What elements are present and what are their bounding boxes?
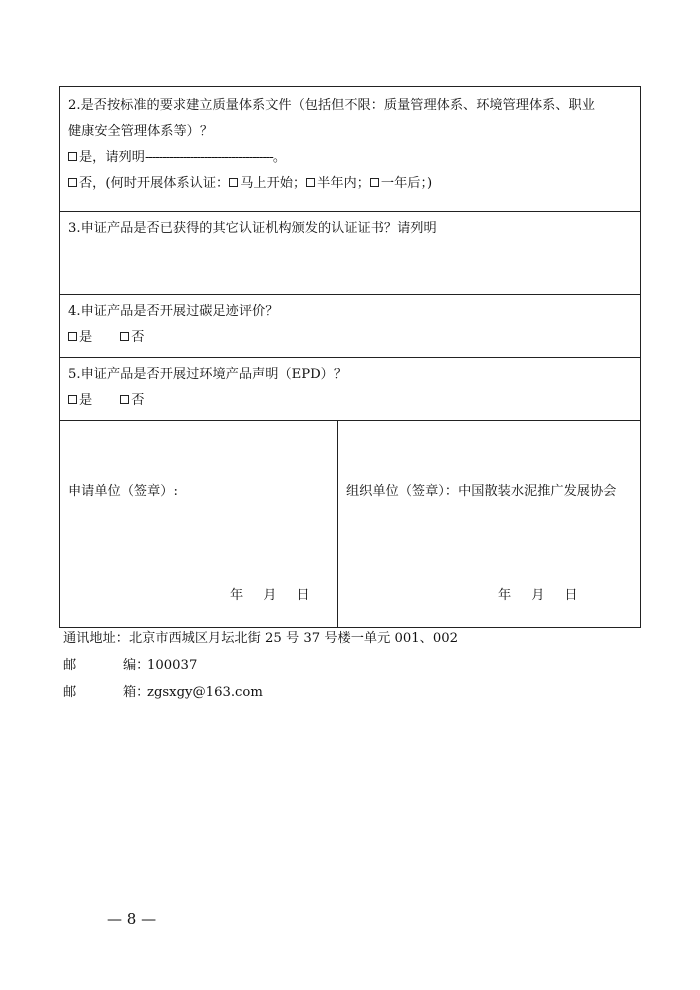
checkbox-q2-half-year[interactable]	[306, 178, 315, 187]
checkbox-q4-yes[interactable]	[68, 332, 77, 341]
q4-yes-label: 是	[79, 330, 93, 345]
question-2-yes-option	[68, 145, 632, 171]
question-2-cell	[60, 87, 641, 212]
question-4-text: 4.申证产品是否开展过碳足迹评价？	[68, 304, 279, 319]
address-row	[63, 625, 458, 652]
question-4-options	[68, 325, 632, 351]
question-2-no-option	[68, 171, 632, 197]
postcode-value: 100037	[147, 658, 198, 673]
applicant-date	[230, 583, 310, 609]
applicant-label: 申请单位（签章）:	[68, 484, 178, 499]
checkbox-q5-yes[interactable]	[68, 395, 77, 404]
question-4-cell	[60, 295, 641, 358]
question-3-text: 3.申证产品是否已获得的其它认证机构颁发的认证证书？请列明	[68, 221, 437, 236]
q5-no-label: 否	[131, 393, 145, 408]
checkbox-q2-now[interactable]	[229, 178, 238, 187]
address-value: 北京市西城区月坛北街 25 号 37 号楼一单元 001、002	[128, 631, 458, 646]
applicant-date-day: 日	[296, 588, 310, 603]
email-row	[63, 679, 458, 706]
q2-half-year-label: 半年内；	[317, 176, 370, 191]
q2-yes-label: 是，请列明	[79, 150, 145, 165]
organizer-date-month: 月	[531, 588, 545, 603]
email-label-char1: 邮	[63, 685, 77, 700]
organizer-date	[498, 583, 578, 609]
organizer-date-day: 日	[564, 588, 578, 603]
organizer-label: 组织单位（签章）：中国散装水泥推广发展协会	[346, 484, 617, 499]
checkbox-q2-no[interactable]	[68, 178, 77, 187]
postcode-row	[63, 652, 458, 679]
organizer-signature-cell	[338, 421, 641, 628]
postcode-label-char2: 编：	[123, 658, 150, 673]
question-5-text: 5.申证产品是否开展过环境产品声明（EPD）？	[68, 367, 348, 382]
q2-fill-line: -------------------------------------	[144, 150, 273, 165]
q2-no-label: 否，(何时开展体系认证：	[79, 176, 230, 191]
applicant-signature-cell	[60, 421, 338, 628]
question-5-cell	[60, 358, 641, 421]
applicant-date-month: 月	[263, 588, 277, 603]
q4-no-label: 否	[131, 330, 145, 345]
question-3-cell	[60, 212, 641, 295]
question-2-text-line1: 2.是否按标准的要求建立质量体系文件（包括但不限：质量管理体系、环境管理体系、职业	[68, 98, 595, 113]
q2-one-year-label: 一年后；)	[380, 176, 433, 191]
q5-yes-label: 是	[79, 393, 93, 408]
email-value: zgsxgy@163.com	[147, 685, 263, 700]
checkbox-q5-no[interactable]	[120, 395, 129, 404]
page-number: — 8 —	[107, 910, 157, 928]
organizer-date-year: 年	[498, 588, 512, 603]
question-2-text-line2: 健康安全管理体系等）？	[68, 124, 214, 139]
address-label: 通讯地址：	[63, 631, 129, 646]
email-label-char2: 箱：	[123, 685, 150, 700]
checkbox-q2-yes[interactable]	[68, 152, 77, 161]
question-5-options	[68, 388, 632, 414]
checkbox-q2-one-year[interactable]	[370, 178, 379, 187]
applicant-date-year: 年	[230, 588, 244, 603]
contact-info	[63, 625, 458, 706]
checkbox-q4-no[interactable]	[120, 332, 129, 341]
q2-yes-end: 。	[272, 150, 286, 165]
q2-now-label: 马上开始；	[240, 176, 307, 191]
application-form-table	[59, 86, 641, 628]
postcode-label-char1: 邮	[63, 658, 77, 673]
